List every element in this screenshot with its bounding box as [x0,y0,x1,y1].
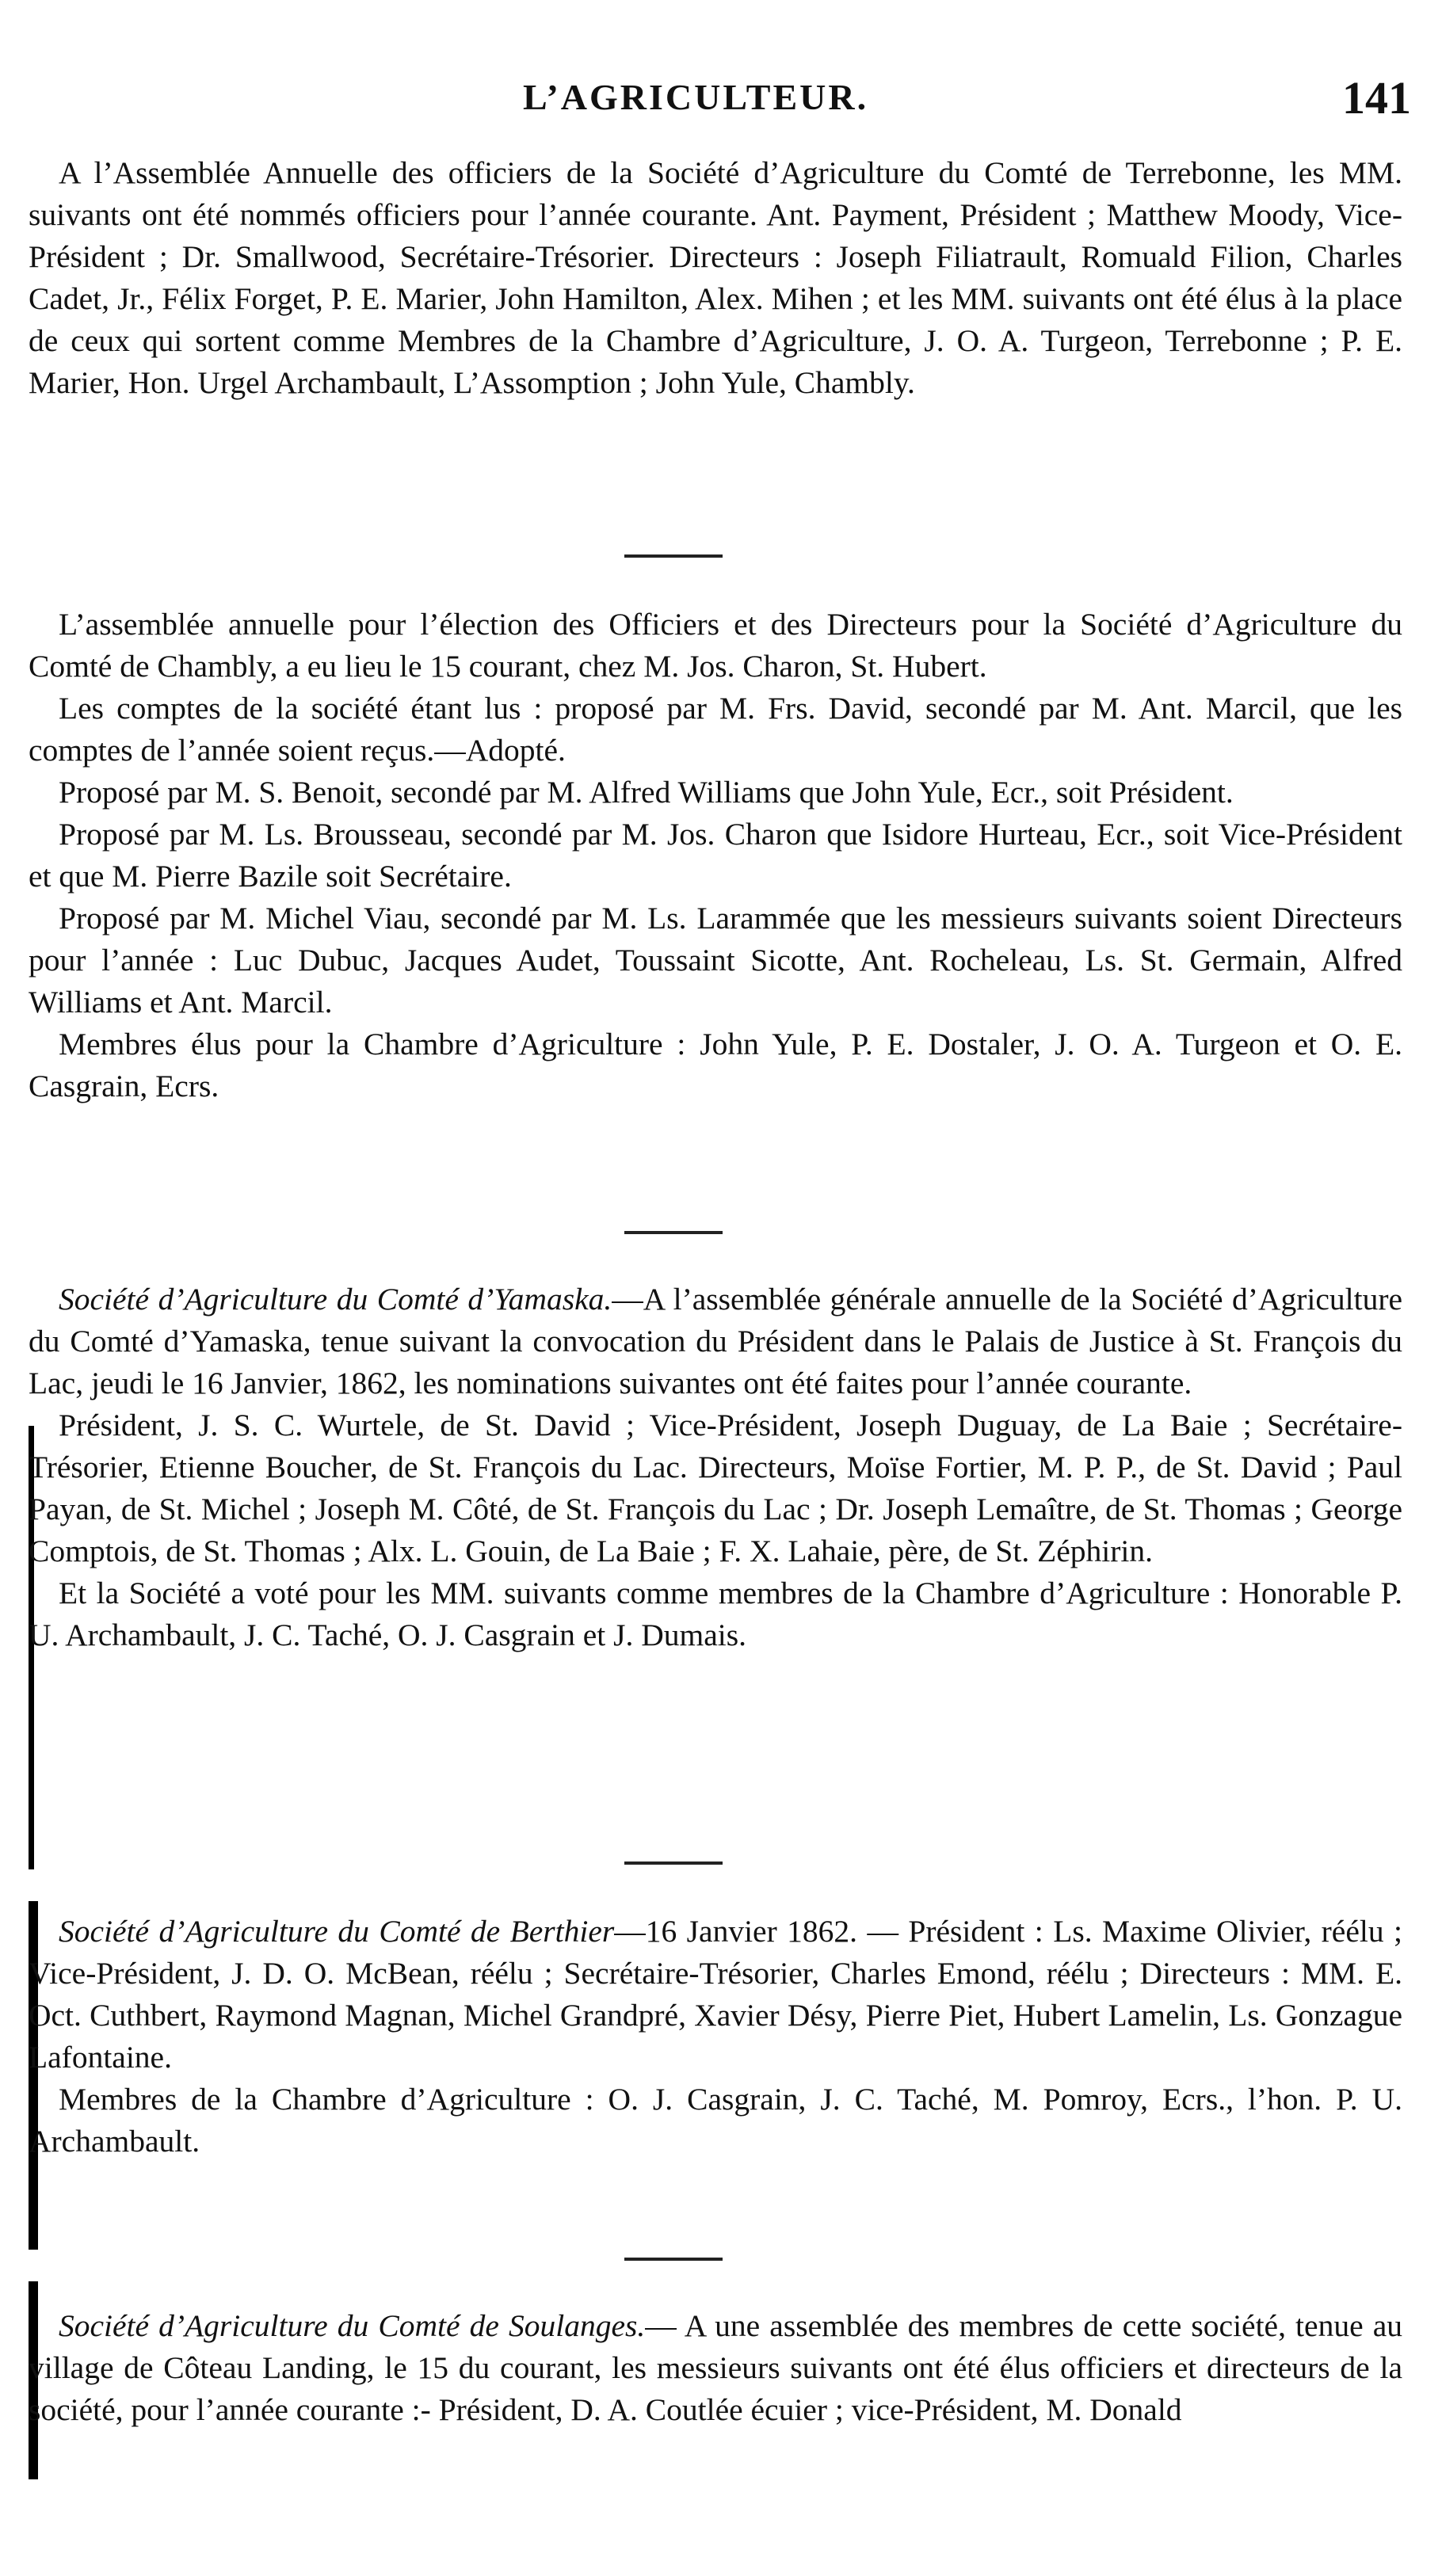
paragraph: Proposé par M. Ls. Brousseau, secondé par M. Jos. Charon que Isidore Hurteau, Ecr., soit Vice-Président et que M. Pierre Bazile soit Secrétaire. [29,817,1402,894]
paragraph: — A une assemblée des membres de cette société, tenue au village de Côteau Landing, le 15 du courant, les messieurs suivants ont été élus officiers et directeurs de la société, pour l’année courante :- Président, D. A. Coutlée écuier ; vice-Président, M. Donald [29,2308,1402,2427]
section-lead: Société d’Agriculture du Comté de Berthier [59,1914,615,1949]
section-lead: Société d’Agriculture du Comté de Soulanges. [59,2308,646,2343]
paragraph: Les comptes de la société étant lus : proposé par M. Frs. David, secondé par M. Ant. Marcil, que les comptes de l’année soient reçus.—Adopté. [29,691,1402,768]
running-title: L’AGRICULTEUR. [523,77,869,117]
section-divider [624,2258,723,2261]
section-soulanges [29,2305,1402,2431]
section-berthier [29,1911,1402,2163]
paragraph: Président, J. S. C. Wurtele, de St. David ; Vice-Président, Joseph Duguay, de La Baie ; Secrétaire-Trésorier, Etienne Boucher, de St. François du Lac. Directeurs, Moïse Fortier, M. P. P., de St. David ; Paul Payan, de St. Michel ; Joseph M. Côté, de St. François du Lac ; Dr. Joseph Lemaître, de St. Thomas ; George Comptois, de St. Thomas ; Alx. L. Gouin, de La Baie ; F. X. Lahaie, père, de St. Zéphirin. [29,1408,1402,1568]
section-divider [624,1862,723,1865]
paragraph: Membres de la Chambre d’Agriculture : O. J. Casgrain, J. C. Taché, M. Pomroy, Ecrs., l’hon. P. U. Archambault. [29,2082,1402,2159]
section-lead: Société d’Agriculture du Comté d’Yamaska. [59,1282,612,1317]
paragraph: —16 Janvier 1862. — Président : Ls. Maxime Olivier, réélu ; Vice-Président, J. D. O. McBean, réélu ; Secrétaire-Trésorier, Charles Emond, réélu ; Directeurs : MM. E. Oct. Cuthbert, Raymond Magnan, Michel Grandpré, Xavier Désy, Pierre Piet, Hubert Lamelin, Ls. Gonzague Lafontaine. [29,1914,1402,2075]
paragraph: Proposé par M. Michel Viau, secondé par M. Ls. Larammée que les messieurs suivants soient Directeurs pour l’année : Luc Dubuc, Jacques Audet, Toussaint Sicotte, Ant. Rocheleau, Ls. St. Germain, Alfred Williams et Ant. Marcil. [29,901,1402,1019]
page-number: 141 [1342,72,1411,124]
paragraph: —A l’assemblée générale annuelle de la Société d’Agriculture du Comté d’Yamaska, tenue suivant la convocation du Président dans le Palais de Justice à St. François du Lac, jeudi le 16 Janvier, 1862, les nominations suivantes ont été faites pour l’année courante. [29,1282,1402,1400]
paragraph: L’assemblée annuelle pour l’élection des Officiers et des Directeurs pour la Société d’Agriculture du Comté de Chambly, a eu lieu le 15 courant, chez M. Jos. Charon, St. Hubert. [29,607,1402,684]
paragraph: Et la Société a voté pour les MM. suivants comme membres de la Chambre d’Agriculture : Honorable P. U. Archambault, J. C. Taché, O. J. Casgrain et J. Dumais. [29,1576,1402,1652]
paragraph: Proposé par M. S. Benoit, secondé par M. Alfred Williams que John Yule, Ecr., soit Président. [59,775,1234,810]
section-divider [624,554,723,558]
running-head [0,72,1442,131]
paragraph: Membres élus pour la Chambre d’Agriculture : John Yule, P. E. Dostaler, J. O. A. Turgeon et O. E. Casgrain, Ecrs. [29,1027,1402,1103]
section-chambly [29,604,1402,1107]
section-divider [624,1231,723,1234]
section-yamaska [29,1278,1402,1656]
paragraph: A l’Assemblée Annuelle des officiers de la Société d’Agriculture du Comté de Terrebonne, les MM. suivants ont été nommés officiers pour l’année courante. Ant. Payment, Président ; Matthew Moody, Vice-Président ; Dr. Smallwood, Secrétaire-Trésorier. Directeurs : Joseph Filiatrault, Romuald Filion, Charles Cadet, Jr., Félix Forget, P. E. Marier, John Hamilton, Alex. Mihen ; et les MM. suivants ont été élus à la place de ceux qui sortent comme Membres de la Chambre d’Agriculture, J. O. A. Turgeon, Terrebonne ; P. E. Marier, Hon. Urgel Archambault, L’Assomption ; John Yule, Chambly. [29,155,1402,400]
section-terrebonne [29,152,1402,404]
